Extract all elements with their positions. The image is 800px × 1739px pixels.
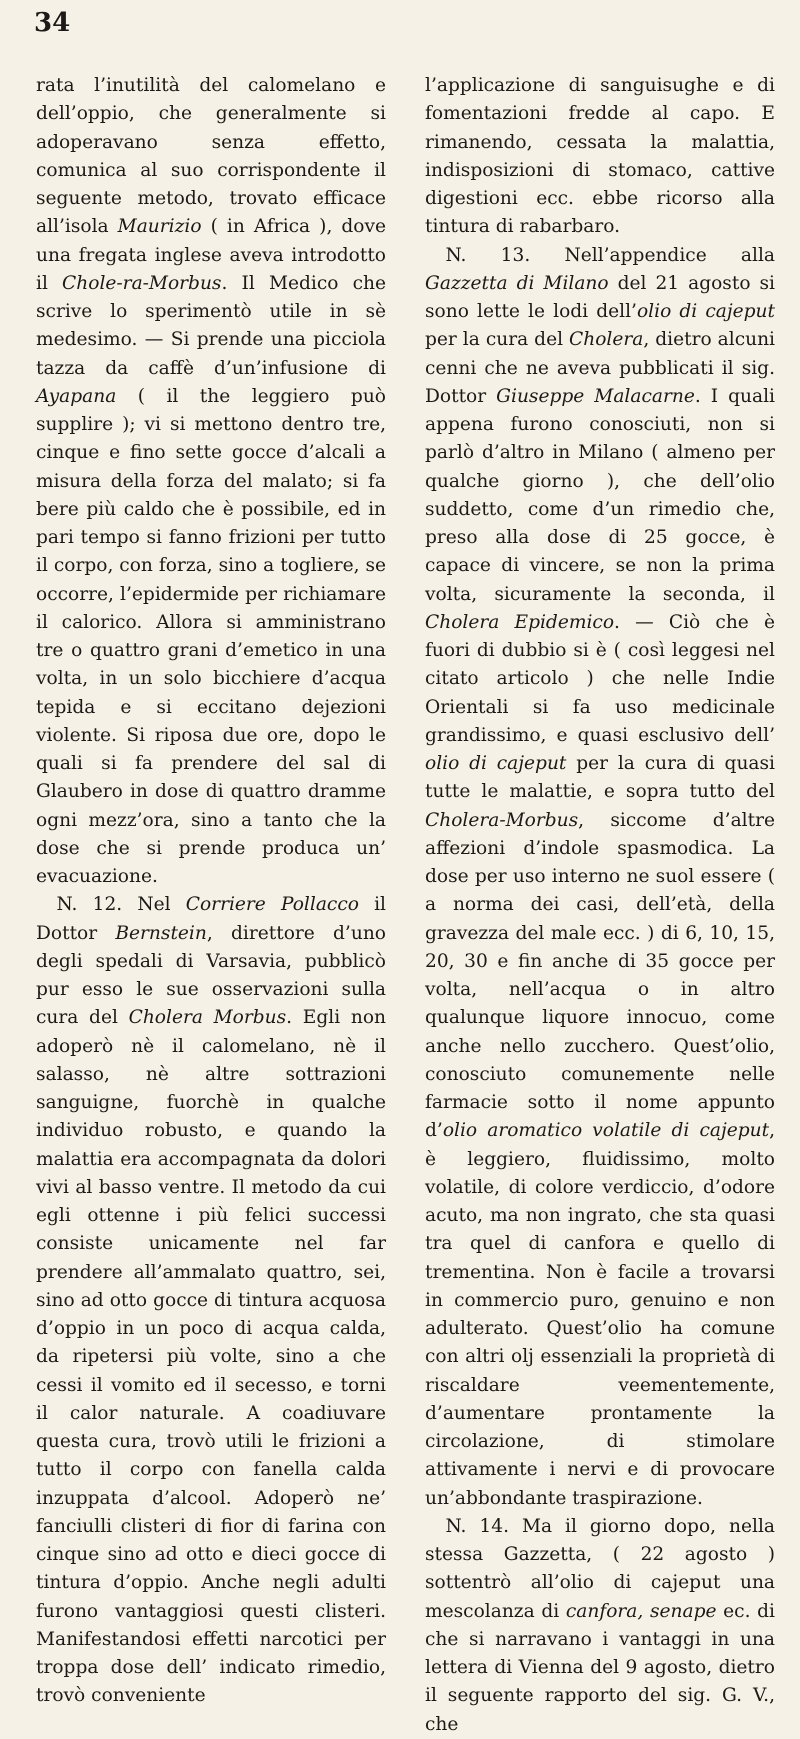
page-number: 34 (34, 8, 71, 38)
left-column (36, 72, 386, 1711)
right-column (425, 72, 775, 1739)
left-column-paragraph: rata l’inutilità del calomelano e dell’oppio, che generalmente si adoperavano senza effetto, comunica al suo corrispondente il seguente metodo, trovato efficace all’isola Maurizio ( in Africa ), dove una fregata inglese aveva introdotto il Chole-ra-Morbus. Il Medico che scrive lo sperimentò utile in sè medesimo. — Si prende una picciola tazza da caffè d’un’infusione di Ayapana ( il the leggiero può supplire ); vi si mettono dentro tre, cinque e fino sette gocce d’alcali a misura della forza del malato; si fa bere più caldo che è possibile, ed in pari tempo si fanno frizioni per tutto il corpo, con forza, sino a togliere, se occorre, l’epidermide per richiamare il calorico. Allora si amministrano tre o quattro grani d’emetico in una volta, in un solo bicchiere d’acqua tepida e si eccitano dejezioni violente. Si riposa due ore, dopo le quali si fa prendere del sal di Glaubero in dose di quattro dramme ogni mezz’ora, sino a tanto che la dose che si prende produca un’ evacuazione. (36, 75, 387, 887)
right-column-paragraph: N. 14. Ma il giorno dopo, nella stessa Gazzetta, ( 22 agosto ) sottentrò all’olio di cajeput una mescolanza di canfora, senape ec. di che si narravano i vantaggi in una lettera di Vienna del 9 agosto, dietro il seguente rapporto del sig. G. V., che (425, 1515, 775, 1735)
left-column-paragraph: N. 12. Nel Corriere Pollacco il Dottor Bernstein, direttore d’uno degli spedali di Varsavia, pubblicò pur esso le sue osservazioni sulla cura del Cholera Morbus. Egli non adoperò nè il calomelano, nè il salasso, nè altre sottrazioni sanguigne, fuorchè in qualche individuo robusto, e quando la malattia era accompagnata da dolori vivi al basso ventre. Il metodo da cui egli ottenne i più felici successi consiste unicamente nel far prendere all’ammalato quattro, sei, sino ad otto gocce di tintura acquosa d’oppio in un poco di acqua calda, da ripetersi più volte, sino a che cessi il vomito ed il secesso, e torni il calor naturale. A coadiuvare questa cura, trovò utili le frizioni a tutto il corpo con fanella calda inzuppata d’alcool. Adoperò ne’ fanciulli clisteri di fior di farina con cinque sino ad otto e dieci gocce di tintura d’oppio. Anche negli adulti furono vantaggiosi questi clisteri. Manifestandosi effetti narcotici per troppa dose dell’ indicato rimedio, trovò conveniente (36, 894, 387, 1707)
right-column-paragraph: N. 13. Nell’appendice alla Gazzetta di Milano del 21 agosto si sono lette le lodi dell’olio di cajeput per la cura del Cholera, dietro alcuni cenni che ne aveva pubblicati il sig. Dottor Giuseppe Malacarne. I quali appena furono conosciuti, non si parlò d’altro in Milano ( almeno per qualche giorno ), che dell’olio suddetto, come d’un rimedio che, preso alla dose di 25 gocce, è capace di vincere, se non la prima volta, sicuramente la seconda, il Cholera Epidemico. — Ciò che è fuori di dubbio si è ( così leggesi nel citato articolo ) che nelle Indie Orientali si fa uso medicinale grandissimo, e quasi esclusivo dell’ olio di cajeput per la cura di quasi tutte le malattie, e sopra tutto del Cholera-Morbus, siccome d’altre affezioni d’indole spasmodica. La dose per uso interno ne suol essere ( a norma dei casi, dell’età, della gravezza del male ecc. ) di 6, 10, 15, 20, 30 e fin anche di 35 gocce per volta, nell’acqua o in altro qualunque liquore innocuo, come anche nello zucchero. Quest’olio, conosciuto comunemente nelle farmacie sotto il nome appunto d’olio aromatico volatile di cajeput, è leggiero, fluidissimo, molto volatile, di colore verdiccio, d’odore acuto, ma non ingrato, che sta quasi tra quel di canfora e quello di trementina. Non è facile a trovarsi in commercio puro, genuino e non adulterato. Quest’olio ha comune con altri olj essenziali la proprietà di riscaldare veementemente, d’aumentare prontamente la circolazione, di stimolare attivamente i nervi e di provocare un’abbondante traspirazione. (425, 244, 776, 1509)
right-column-paragraph: l’applicazione di sanguisughe e di fomentazioni fredde al capo. E rimanendo, cessata la malattia, indisposizioni di stomaco, cattive digestioni ecc. ebbe ricorso alla tintura di rabarbaro. (425, 75, 775, 238)
